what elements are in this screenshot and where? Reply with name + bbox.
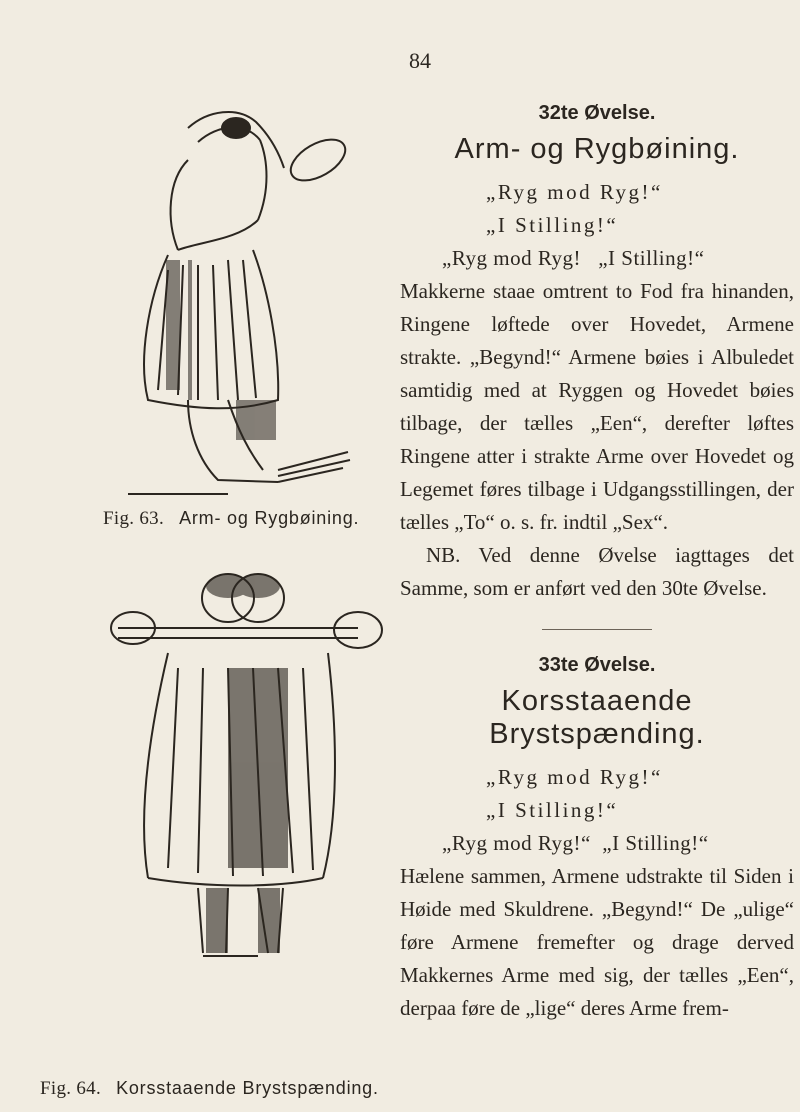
section-divider	[542, 629, 652, 630]
exercise-33-command-1: „Ryg mod Ryg!“	[486, 765, 663, 789]
figure-63-label: Fig. 63.	[103, 508, 164, 529]
figure-64-illustration	[108, 558, 388, 968]
figure-64-title: Korsstaaende Brystspænding.	[116, 1078, 379, 1098]
exercise-33-title: Korsstaaende Brystspænding.	[489, 685, 705, 750]
exercise-33-command-3: „Ryg mod Ryg!“ „I Stilling!“	[442, 831, 709, 855]
exercise-32-number: 32te Øvelse.	[538, 102, 656, 124]
figure-64-drawing	[108, 558, 388, 968]
exercise-32-command-2: „I Stilling!“	[486, 213, 619, 237]
figure-63-title: Arm- og Rygbøining.	[179, 508, 360, 528]
exercise-32-command-1: „Ryg mod Ryg!“	[486, 180, 663, 204]
exercise-32-note-body: NB. Ved denne Øvelse iagttages det Samme, som er anført ved den 30te Øvelse.	[400, 543, 794, 600]
exercise-32-command-3: „Ryg mod Ryg! „I Stilling!“	[442, 246, 705, 270]
exercise-32-note	[400, 539, 794, 605]
figure-63-illustration	[128, 100, 358, 500]
figure-63-drawing	[128, 100, 358, 500]
text-column	[400, 102, 794, 1025]
exercise-33	[400, 654, 794, 1025]
figure-64-caption	[40, 1078, 379, 1100]
exercise-33-command-2: „I Stilling!“	[486, 798, 619, 822]
figure-63-caption	[103, 508, 359, 530]
exercise-32-text	[400, 275, 794, 539]
exercise-33-text	[400, 860, 794, 1025]
figure-64-label: Fig. 64.	[40, 1078, 101, 1099]
exercise-33-number: 33te Øvelse.	[538, 654, 656, 676]
exercise-32-text-body: Makkerne staae omtrent to Fod fra hinanden, Ringene løftede over Hovedet, Armene strakte. „Begynd!“ Armene bøies i Albuledet samtidig med at Ryggen og Hovedet bøies tilbage, der tælles „Een“, derefter løftes Ringene atter i strakte Arme over Hovedet og Legemet føres tilbage i Udgangsstillingen, der tælles „To“ o. s. fr. indtil „Sex“.	[400, 279, 794, 534]
exercise-32	[400, 102, 794, 605]
exercise-33-text-body: Hælene sammen, Armene udstrakte til Siden i Høide med Skuldrene. „Begynd!“ De „ulige“ føre Armene fremefter og drage derved Makkernes Arme med sig, der tælles „Een“, derpaa føre de „lige“ deres Arme frem-	[400, 864, 794, 1020]
page-number: 84	[409, 48, 431, 73]
exercise-32-title: Arm- og Rygbøining.	[454, 133, 740, 165]
